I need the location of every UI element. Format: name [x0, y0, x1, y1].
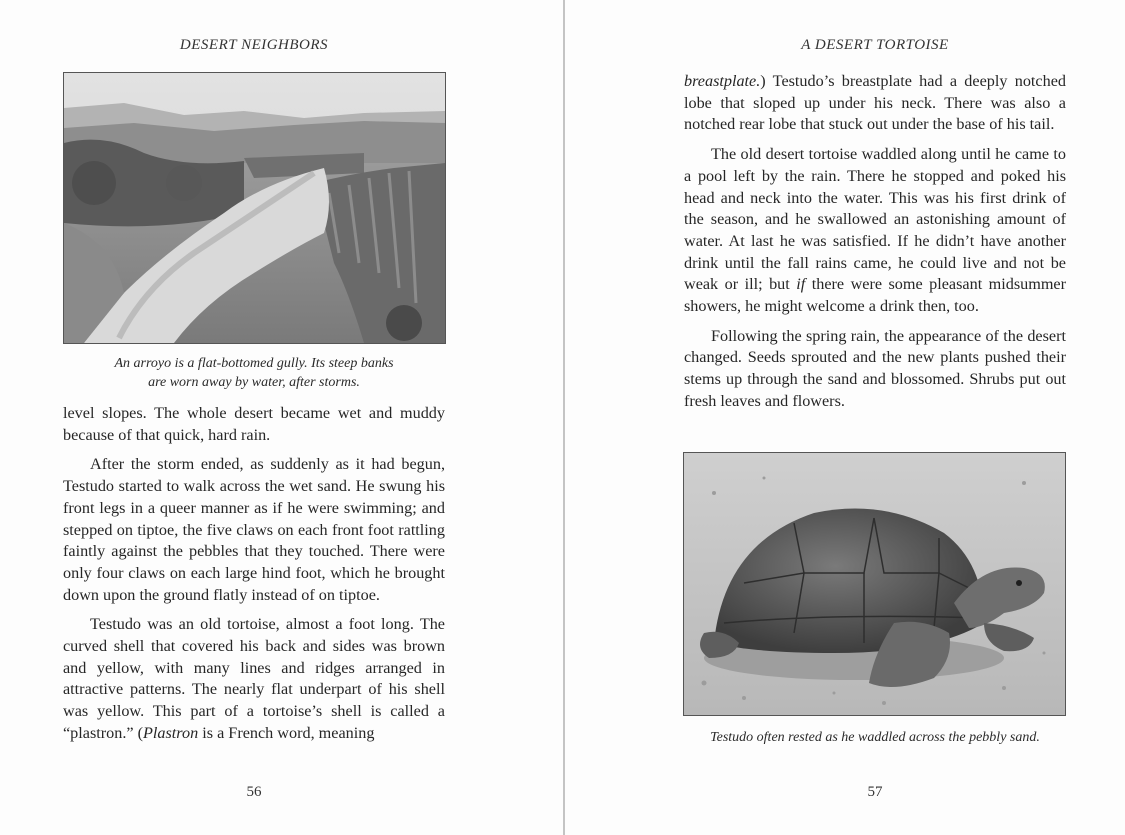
running-head-left: DESERT NEIGHBORS: [179, 37, 329, 53]
caption-line: An arroyo is a flat-bottomed gully. Its steep banks: [114, 356, 394, 371]
tortoise-eye: [1016, 580, 1022, 586]
paragraph: level slopes. The whole desert became wet and muddy because of that quick, hard rain.: [63, 404, 445, 444]
page-number-left: 56: [246, 784, 262, 800]
right-body-text: [684, 71, 1066, 413]
text-run: Testudo was an old tortoise, almost a foot long. The curved shell that covered his back and sides was brown and yellow, with many lines and ridges arranged in attractive patterns. The nearly flat underpart of his shell was yellow. This part of a tortoise’s shell is called a “plastron.” (: [63, 615, 445, 742]
tree: [72, 161, 116, 205]
caption-line: are worn away by water, after storms.: [148, 375, 360, 390]
right-page: [565, 0, 1125, 835]
text-run: The old desert tortoise waddled along until he came to a pool left by the rain. There he stopped and poked his head and neck into the water. This was his first drink of the season, and he swallowed an astonishing amount of water. At last he was satisfied. If he didn’t have another drink until the fall rains came, he could live and not be weak or ill; but: [684, 145, 1066, 294]
paragraph: After the storm ended, as suddenly as it had begun, Testudo started to walk across the wet sand. He swung his front legs in a queer manner as if he were swimming; and stepped on tiptoe, the five claws on each front foot rattling faintly against the pebbles that they touched. There were only four claws on each large hind foot, which he brought down upon the ground flatly instead of on tiptoe.: [63, 455, 445, 604]
italic-term: Plastron: [143, 723, 199, 742]
tortoise-illustration: [683, 452, 1066, 716]
italic-term: breastplate.: [684, 72, 761, 90]
running-head-right: A DESERT TORTOISE: [801, 37, 949, 53]
paragraph: [684, 71, 1066, 136]
tree: [166, 165, 202, 201]
paragraph: Following the spring rain, the appearance of the desert changed. Seeds sprouted and the new plants pushed their stems up through the sand and blossomed. Shrubs put out fresh leaves and flowers.: [684, 326, 1066, 410]
shrub: [386, 305, 422, 341]
arroyo-image: [64, 73, 445, 343]
text-run: is a French word, meaning: [198, 723, 375, 742]
tortoise-image: [684, 453, 1065, 715]
paragraph: [684, 144, 1066, 318]
arroyo-illustration: [63, 72, 446, 344]
text-run: there were some pleasant midsummer showers, he might welcome a drink then, too.: [684, 275, 1067, 316]
left-body-text: [63, 403, 445, 745]
page-number-right: 57: [867, 784, 883, 800]
italic-term: if: [796, 275, 806, 294]
arroyo-caption: [63, 354, 445, 392]
tortoise-caption: Testudo often rested as he waddled across the pebbly sand.: [710, 730, 1040, 745]
paragraph: [63, 614, 445, 744]
text-run: ) Testudo’s breastplate had a deeply notched lobe that sloped up under his neck. There was also a notched rear lobe that stuck out under the base of his tail.: [684, 72, 1066, 134]
